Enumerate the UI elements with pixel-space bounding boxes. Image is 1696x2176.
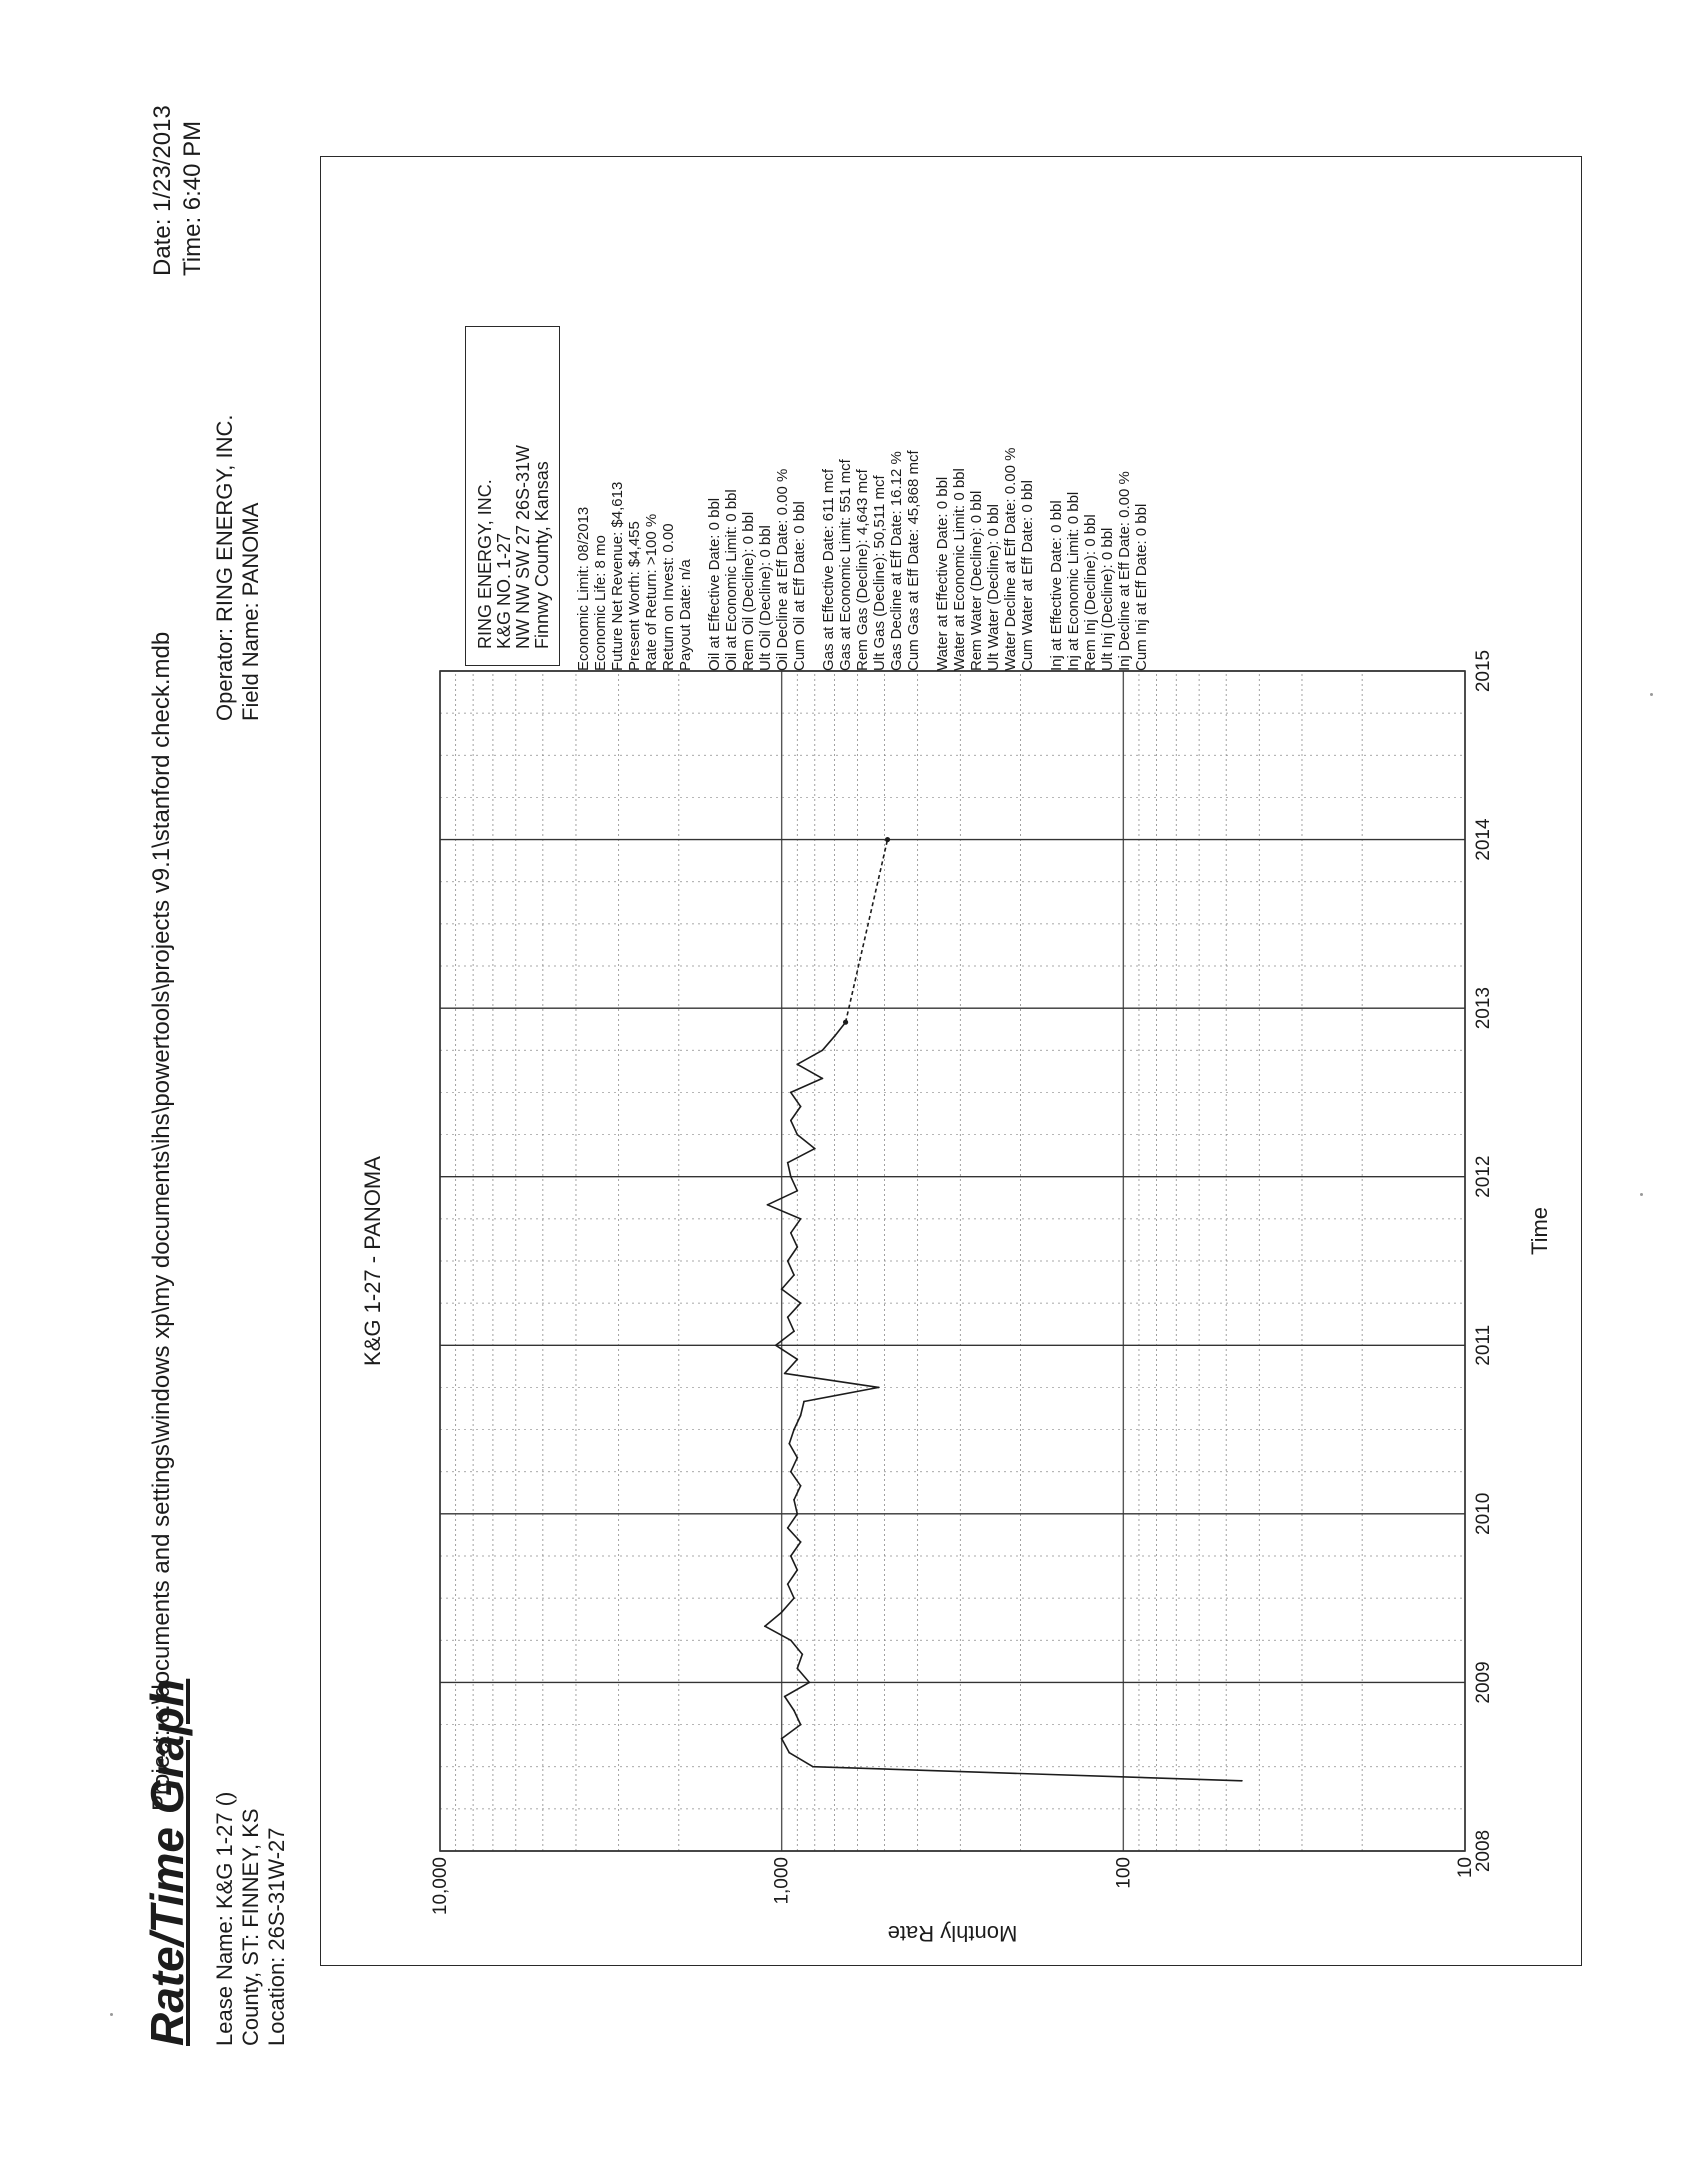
data-point bbox=[793, 1274, 795, 1276]
data-point bbox=[781, 1288, 783, 1290]
data-point bbox=[793, 1330, 795, 1332]
stat-line: Ult Inj (Decline): 0 bbl bbox=[1099, 527, 1116, 671]
stat-line: Water Decline at Eff Date: 0.00 % bbox=[1002, 447, 1019, 671]
forecast-stats bbox=[575, 448, 1162, 671]
stat-line: Gas at Effective Date: 611 mcf bbox=[820, 468, 837, 671]
x-tick-label: 2012 bbox=[1473, 1155, 1494, 1198]
stat-line: Rem Oil (Decline): 0 bbl bbox=[740, 511, 757, 671]
data-point bbox=[781, 1738, 783, 1740]
data-point bbox=[767, 1204, 769, 1206]
y-tick-label: 10,000 bbox=[430, 1857, 451, 1916]
data-point bbox=[800, 1218, 802, 1220]
stat-line: Future Net Revenue: $4,613 bbox=[609, 481, 626, 671]
data-point bbox=[790, 1176, 792, 1178]
x-tick-label: 2009 bbox=[1473, 1661, 1494, 1704]
stat-line: Oil at Effective Date: 0 bbl bbox=[706, 497, 723, 671]
stat-line: Inj Decline at Eff Date: 0.00 % bbox=[1116, 471, 1133, 671]
forecast-point bbox=[885, 837, 890, 842]
well-box-line: K&G NO. 1-27 bbox=[494, 532, 514, 649]
data-point bbox=[821, 1049, 823, 1051]
stat-line: Cum Inj at Eff Date: 0 bbl bbox=[1133, 503, 1150, 671]
data-point bbox=[790, 1639, 792, 1641]
data-point bbox=[784, 1372, 786, 1374]
x-axis-label: Time bbox=[1527, 1206, 1552, 1256]
stat-line: Water at Economic Limit: 0 bbl bbox=[951, 468, 968, 671]
stat-line: Present Worth: $4,455 bbox=[626, 521, 643, 671]
data-point bbox=[800, 1106, 802, 1108]
print-date: Date: 1/23/2013 bbox=[149, 105, 176, 276]
stat-line: Oil at Economic Limit: 0 bbl bbox=[723, 489, 740, 671]
forecast-point bbox=[843, 1020, 848, 1025]
stat-line: Rem Gas (Decline): 4,643 mcf bbox=[854, 469, 871, 671]
stat-line: Inj at Effective Date: 0 bbl bbox=[1048, 500, 1065, 671]
data-point bbox=[1241, 1780, 1243, 1782]
data-point bbox=[788, 1443, 790, 1445]
stat-line: Ult Gas (Decline): 50,511 mcf bbox=[871, 475, 888, 671]
stat-line: Rem Water (Decline): 0 bbl bbox=[968, 490, 985, 671]
stat-line: Ult Water (Decline): 0 bbl bbox=[985, 504, 1002, 671]
data-point bbox=[788, 1752, 790, 1754]
data-point bbox=[787, 1583, 789, 1585]
county-state: County, ST: FINNEY, KS bbox=[238, 1808, 263, 2046]
data-point bbox=[775, 1344, 777, 1346]
stat-line: Economic Limit: 08/2013 bbox=[575, 506, 592, 671]
operator: Operator: RING ENERGY, INC. bbox=[212, 414, 237, 721]
well-box-line: Finnwy County, Kansas bbox=[532, 461, 552, 649]
stat-line: Cum Gas at Eff Date: 45,868 mcf bbox=[905, 450, 922, 671]
data-point bbox=[796, 1190, 798, 1192]
data-point bbox=[790, 1555, 792, 1557]
data-point bbox=[764, 1625, 766, 1627]
project-path: Project: c:\documents and settings\windows xp\my documents\ihs\powertools\projects v9.1\stanford check.mdb bbox=[148, 631, 175, 1811]
x-tick-label: 2013 bbox=[1473, 987, 1494, 1030]
data-point bbox=[800, 1724, 802, 1726]
data-point bbox=[793, 1429, 795, 1431]
data-point bbox=[800, 1302, 802, 1304]
data-point bbox=[787, 1527, 789, 1529]
stat-line: Cum Oil at Eff Date: 0 bbl bbox=[791, 501, 808, 671]
y-tick-label: 1,000 bbox=[771, 1857, 793, 1905]
stat-line: Rate of Return: >100 % bbox=[643, 513, 660, 671]
print-time: Time: 6:40 PM bbox=[179, 120, 206, 276]
stat-line: Payout Date: n/a bbox=[677, 559, 694, 671]
data-point bbox=[793, 1499, 795, 1501]
data-point bbox=[796, 1569, 798, 1571]
scan-speck bbox=[1650, 693, 1653, 696]
scan-speck bbox=[1640, 1193, 1643, 1196]
data-point bbox=[814, 1148, 816, 1150]
data-point bbox=[796, 1063, 798, 1065]
stat-line: Gas at Economic Limit: 551 mcf bbox=[837, 459, 854, 671]
stat-line: Gas Decline at Eff Date: 16.12 % bbox=[888, 451, 905, 671]
data-point bbox=[812, 1766, 814, 1768]
data-point bbox=[878, 1387, 880, 1389]
stat-line: Economic Life: 8 mo bbox=[592, 535, 609, 671]
data-point bbox=[821, 1077, 823, 1079]
scan-speck bbox=[110, 2013, 113, 2016]
data-point bbox=[800, 1415, 802, 1417]
stat-line: Return on Invest: 0.00 bbox=[660, 523, 677, 671]
field-name: Field Name: PANOMA bbox=[238, 502, 263, 721]
stat-line: Rem Inj (Decline): 0 bbl bbox=[1082, 514, 1099, 671]
data-point bbox=[796, 1246, 798, 1248]
data-point bbox=[796, 1457, 798, 1459]
x-tick-label: 2010 bbox=[1473, 1492, 1494, 1535]
stats-group-gas bbox=[820, 448, 922, 671]
page-title: Rate/Time Graph bbox=[141, 1678, 193, 2046]
stat-line: Cum Water at Eff Date: 0 bbl bbox=[1019, 480, 1036, 671]
data-point bbox=[803, 1401, 805, 1403]
well-box-line: RING ENERGY, INC. bbox=[475, 479, 495, 649]
data-point bbox=[781, 1611, 783, 1613]
data-point bbox=[796, 1667, 798, 1669]
data-point bbox=[790, 1232, 792, 1234]
data-point bbox=[800, 1485, 802, 1487]
y-tick-label: 100 bbox=[1113, 1857, 1135, 1889]
stats-group-water bbox=[934, 448, 1036, 671]
stat-line: Water at Effective Date: 0 bbl bbox=[934, 476, 951, 671]
data-point bbox=[796, 1134, 798, 1136]
location: Location: 26S-31W-27 bbox=[264, 1827, 289, 2046]
data-point bbox=[834, 1035, 836, 1037]
data-point bbox=[796, 1358, 798, 1360]
data-point bbox=[793, 1597, 795, 1599]
stats-group-oil bbox=[706, 448, 808, 671]
x-tick-label: 2008 bbox=[1473, 1829, 1494, 1873]
data-point bbox=[790, 1471, 792, 1473]
data-point bbox=[796, 1513, 798, 1515]
lease-name: Lease Name: K&G 1-27 () bbox=[212, 1791, 237, 2046]
stats-group-inj bbox=[1048, 448, 1150, 671]
data-point bbox=[800, 1541, 802, 1543]
data-point bbox=[787, 1316, 789, 1318]
well-info-box bbox=[465, 326, 560, 666]
chart-title: K&G 1-27 - PANOMA bbox=[360, 1156, 385, 1366]
stat-line: Inj at Economic Limit: 0 bbl bbox=[1065, 491, 1082, 671]
data-point bbox=[787, 1260, 789, 1262]
stats-group-economics bbox=[575, 448, 694, 671]
data-point bbox=[793, 1710, 795, 1712]
x-tick-label: 2011 bbox=[1473, 1324, 1494, 1366]
data-point bbox=[808, 1682, 810, 1684]
forecast-line bbox=[846, 840, 888, 1023]
production-line bbox=[765, 1022, 1242, 1781]
stat-line: Ult Oil (Decline): 0 bbl bbox=[757, 525, 774, 671]
x-tick-label: 2014 bbox=[1473, 818, 1494, 861]
data-point bbox=[790, 1120, 792, 1122]
data-point bbox=[787, 1162, 789, 1164]
data-point bbox=[784, 1696, 786, 1698]
data-point bbox=[790, 1092, 792, 1094]
y-axis-label: Monthly Rate bbox=[887, 1921, 1018, 1946]
stat-line: Oil Decline at Eff Date: 0.00 % bbox=[774, 468, 791, 671]
data-point bbox=[801, 1653, 803, 1655]
x-tick-label: 2015 bbox=[1473, 649, 1494, 693]
well-box-line: NW NW SW 27 26S-31W bbox=[513, 444, 533, 649]
y-tick-label: 10 bbox=[1455, 1857, 1476, 1879]
